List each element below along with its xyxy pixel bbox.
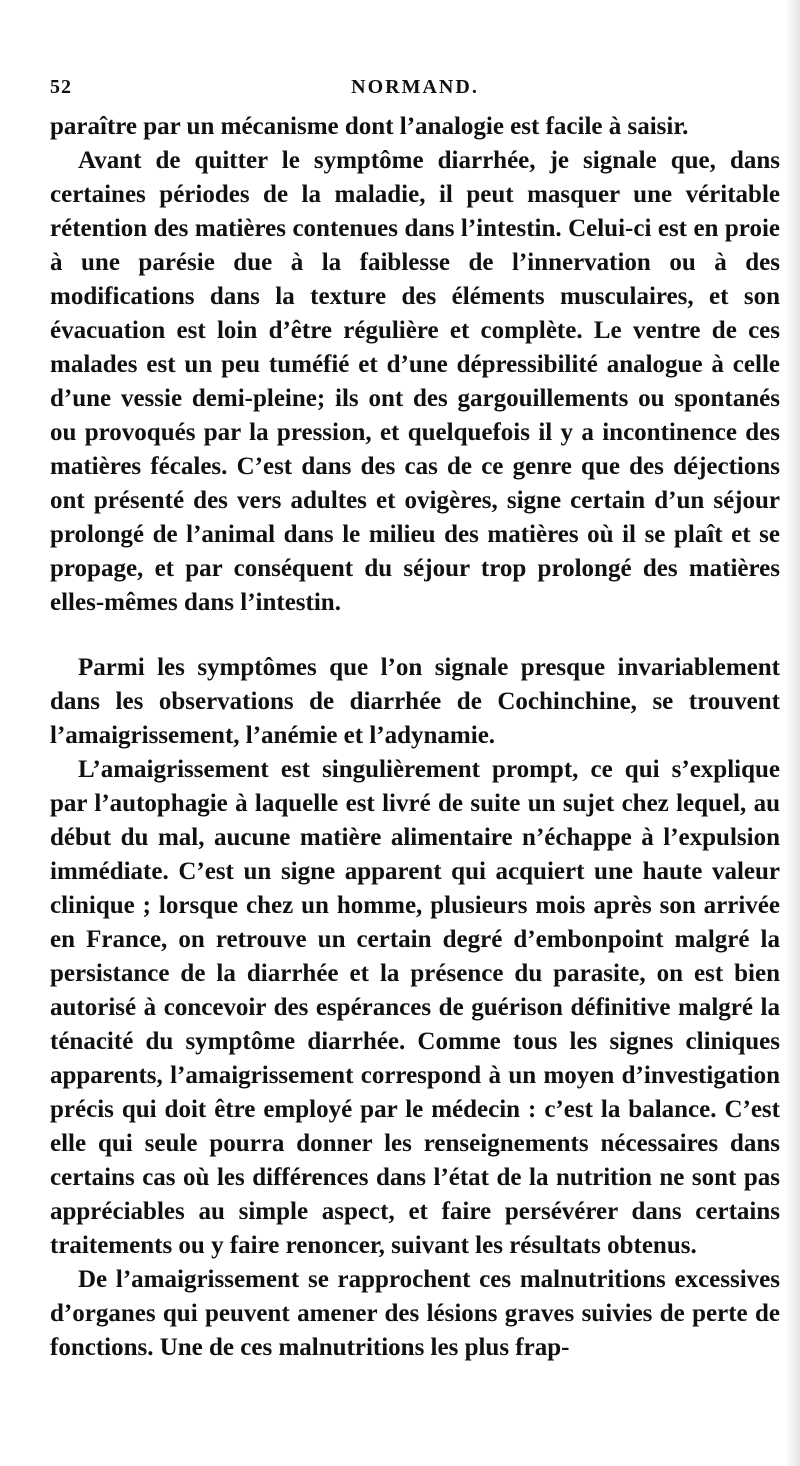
page-number: 52	[50, 76, 72, 98]
page-edge-shadow	[786, 0, 800, 1466]
running-head	[50, 70, 780, 110]
paragraph-malnutritions: De l’amaigrissement se rapprochent ces malnutritions excessives d’organes qui peuvent amener des lésions graves suivies de perte de fonctions. Une de ces malnutritions les plus frap-	[50, 1266, 780, 1361]
paragraph-retention: Avant de quitter le symptôme diarrhée, je signale que, dans certaines périodes de la maladie, il peut masquer une véritable rétention des matières contenues dans l’intestin. Celui-ci est en proie à une parésie due à la faiblesse de l’innervation ou à des modifications dans la texture des éléments musculaires, et son évacuation est loin d’être régulière et complète. Le ventre de ces malades est un peu tuméfié et d’une dépressibilité analogue à celle d’une vessie demi-pleine; ils ont des gargouillements ou spontanés ou provoqués par la pression, et quelquefois il y a incontinence des matières fécales. C’est dans des cas de ce genre que des déjections ont présenté des vers adultes et ovigères, signe certain d’un séjour prolongé de l’animal dans le milieu des matières où il se plaît et se propage, et par conséquent du séjour trop prolongé des matières elles-mêmes dans l’intestin.	[50, 147, 780, 616]
running-title: NORMAND.	[351, 76, 479, 98]
paragraph-amaigrissement: L’amaigrissement est singulièrement prompt, ce qui s’explique par l’autophagie à laquelle est livré de suite un sujet chez lequel, au début du mal, aucune matière alimentaire n’échappe à l’expulsion immédiate. C’est un signe apparent qui acquiert une haute valeur clinique ; lorsque chez un homme, plusieurs mois après son arrivée en France, on retrouve un certain degré d’embonpoint malgré la persistance de la diarrhée et la présence du parasite, on est bien autorisé à concevoir des espérances de guérison définitive malgré la ténacité du symptôme diarrhée. Comme tous les signes cliniques apparents, l’amaigrissement correspond à un moyen d’investigation précis qui doit être employé par le médecin : c’est la balance. C’est elle qui seule pourra donner les renseignements nécessaires dans certains cas où les différences dans l’état de la nutrition ne sont pas appréciables au simple aspect, et faire persévérer dans certains traitements ou y faire renoncer, suivant les résultats obtenus.	[50, 756, 780, 1259]
body-text	[50, 110, 780, 1365]
paragraph-symptoms: Parmi les symptômes que l’on signale presque invariablement dans les observations de diarrhée de Cochinchine, se trouvent l’amaigrissement, l’anémie et l’adynamie.	[50, 654, 780, 749]
book-page	[50, 70, 780, 1365]
paragraph-continuation: paraître par un mécanisme dont l’analogie est facile à saisir.	[50, 113, 689, 140]
